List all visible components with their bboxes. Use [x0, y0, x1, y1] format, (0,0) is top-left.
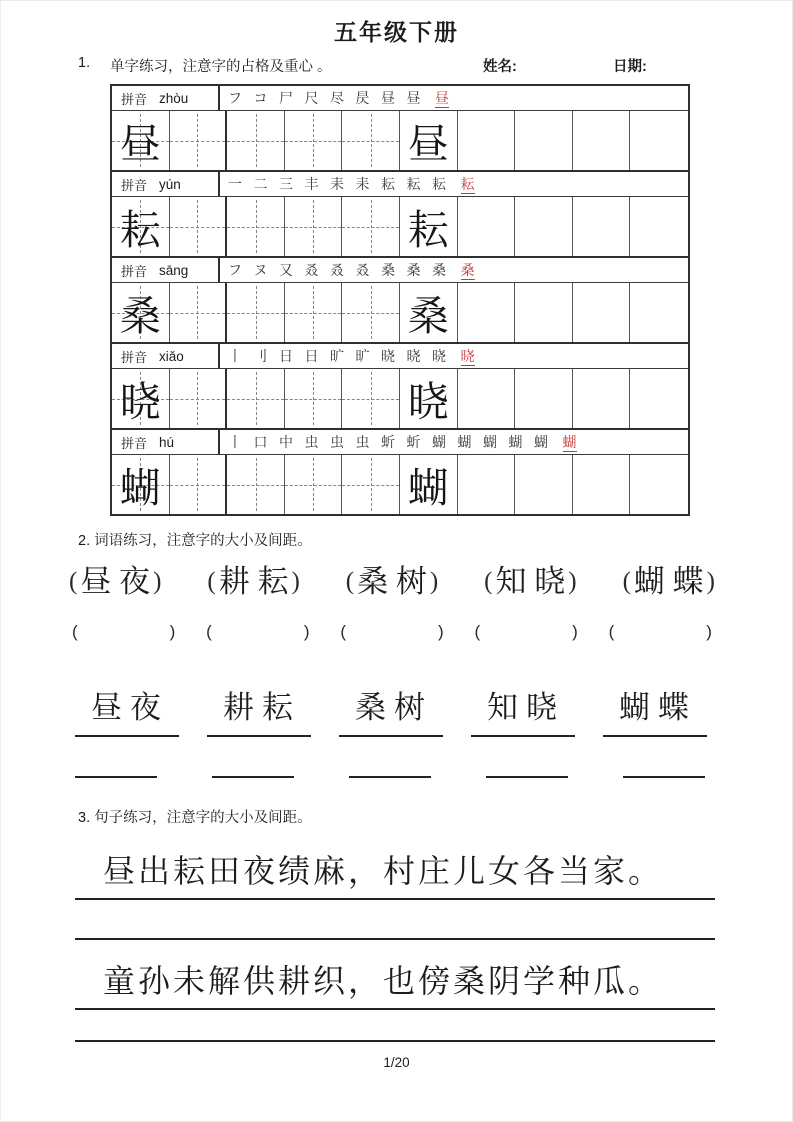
- pinyin-header: [112, 344, 688, 369]
- model-character: 蝴: [119, 465, 161, 511]
- practice-cell: [515, 283, 573, 342]
- stroke-final-character: 蝴: [562, 436, 577, 451]
- open-paren: (: [622, 568, 631, 595]
- word-group: [481, 556, 579, 601]
- close-paren: ): [303, 622, 310, 641]
- practice-cells-row: [112, 369, 688, 428]
- section1-title: 单字练习，注意字的占格及重心 。: [110, 59, 332, 75]
- close-paren: ): [568, 568, 577, 595]
- date-label: 日期:: [613, 59, 647, 75]
- pinyin-header: [112, 258, 688, 283]
- practice-cell: [630, 283, 688, 342]
- practice-cell: [458, 455, 516, 514]
- underlined-words-row: [75, 668, 707, 737]
- stroke-order-sequence: [220, 260, 688, 280]
- blank-underline: [212, 740, 294, 778]
- blank-paren-pair: [474, 622, 577, 642]
- open-paren: (: [206, 622, 212, 641]
- model-character: 蝴: [407, 465, 449, 511]
- underlined-word: 蝴蝶: [603, 668, 707, 737]
- practice-block-hu: [112, 430, 688, 514]
- stroke-order-sequence: [220, 432, 688, 452]
- practice-cell: [285, 455, 343, 514]
- practice-cell: [342, 455, 400, 514]
- word-group: [204, 556, 302, 601]
- practice-cell: [630, 369, 688, 428]
- close-paren: ): [706, 568, 715, 595]
- close-paren: ): [429, 568, 439, 595]
- practice-cell: [400, 197, 458, 256]
- model-character: 晓: [407, 379, 449, 425]
- close-paren: ): [153, 568, 162, 595]
- practice-cell: [285, 197, 343, 256]
- sentence-text: 童孙未解供耕织，也傍桑阴学种瓜。: [103, 963, 664, 999]
- stroke-steps: フ ヌ 又 叒 叒 叒 桑 桑 桑: [228, 264, 450, 279]
- pinyin-cell: [112, 430, 220, 454]
- sentence-example-2: [75, 956, 715, 1010]
- pinyin-value: zhòu: [159, 90, 189, 106]
- practice-cell: [573, 197, 631, 256]
- practice-cell: [400, 283, 458, 342]
- underlined-word: 昼夜: [75, 668, 179, 737]
- sentence-text: 昼出耘田夜绩麻，村庄儿女各当家。: [103, 853, 664, 889]
- close-paren: ): [572, 622, 578, 641]
- practice-cell: [170, 369, 228, 428]
- pinyin-label: 拼音: [121, 91, 148, 107]
- practice-cell: [112, 111, 170, 170]
- pinyin-label: 拼音: [121, 349, 148, 365]
- practice-cell: [515, 369, 573, 428]
- practice-cell: [112, 369, 170, 428]
- stroke-final-character: 耘: [460, 178, 475, 193]
- practice-cell: [227, 197, 285, 256]
- stroke-order-sequence: [220, 174, 688, 194]
- practice-cell: [112, 197, 170, 256]
- blank-underline: [349, 740, 431, 778]
- section3-title: 3. 句子练习，注意字的大小及间距。: [78, 810, 312, 826]
- model-character: 桑: [407, 293, 449, 339]
- stroke-steps: 丨 口 中 虫 虫 虫 蚚 蚚 蝴 蝴 蝴 蝴 蝴: [228, 436, 552, 451]
- stroke-steps: フ コ 尸 尺 尽 昃 昼 昼: [228, 92, 425, 107]
- practice-block-sang: [112, 258, 688, 344]
- open-paren: (: [484, 568, 493, 595]
- practice-cell: [515, 455, 573, 514]
- open-paren: (: [345, 568, 355, 595]
- underlined-word: 知晓: [471, 668, 575, 737]
- blank-underlines-row: [75, 740, 705, 778]
- pinyin-cell: [112, 86, 220, 110]
- practice-cell: [227, 111, 285, 170]
- open-paren: (: [340, 622, 346, 641]
- practice-cell: [342, 283, 400, 342]
- pinyin-value: sāng: [159, 262, 189, 278]
- word-text: 蝴 蝶: [633, 564, 704, 599]
- open-paren: (: [207, 568, 216, 595]
- blank-paren-pair: [206, 622, 309, 642]
- word-text: 昼 夜: [80, 564, 151, 599]
- close-paren: ): [291, 568, 300, 595]
- practice-cell: [630, 111, 688, 170]
- blank-underline: [486, 740, 568, 778]
- practice-cell: [573, 455, 631, 514]
- pinyin-header: [112, 172, 688, 197]
- word-group: [66, 556, 164, 601]
- word-group: [620, 556, 718, 601]
- pinyin-cell: [112, 344, 220, 368]
- stroke-order-sequence: [220, 346, 688, 366]
- practice-cell: [285, 283, 343, 342]
- practice-cell: [400, 455, 458, 514]
- close-paren: ): [437, 622, 444, 641]
- stroke-steps: 丨 刂 日 日 旷 旷 晓 晓 晓: [228, 350, 450, 365]
- practice-cell: [630, 455, 688, 514]
- name-label: 姓名:: [483, 59, 517, 75]
- practice-cell: [573, 111, 631, 170]
- model-character: 晓: [119, 379, 161, 425]
- pinyin-header: [112, 430, 688, 455]
- practice-cell: [458, 197, 516, 256]
- underlined-word: 桑树: [339, 668, 443, 737]
- practice-cell: [400, 369, 458, 428]
- practice-cell: [342, 197, 400, 256]
- blank-sentence-line: [75, 1040, 715, 1042]
- underlined-word: 耕耘: [207, 668, 311, 737]
- page-number: 1/20: [383, 1055, 410, 1070]
- close-paren: ): [706, 622, 712, 641]
- word-text: 桑 树: [357, 564, 427, 599]
- model-character: 桑: [119, 293, 161, 339]
- pinyin-cell: [112, 172, 220, 196]
- model-character: 耘: [407, 207, 449, 253]
- pinyin-value: hú: [159, 434, 175, 450]
- open-paren: (: [608, 622, 615, 641]
- stroke-order-sequence: [220, 88, 688, 108]
- blank-parens-row: [72, 622, 712, 642]
- practice-cell: [458, 369, 516, 428]
- practice-cell: [285, 369, 343, 428]
- stroke-final-character: 桑: [460, 264, 475, 279]
- practice-cell: [170, 197, 228, 256]
- practice-cell: [458, 111, 516, 170]
- model-character: 昼: [119, 121, 161, 167]
- practice-block-xiao: [112, 344, 688, 430]
- practice-cell: [112, 283, 170, 342]
- practice-cell: [170, 455, 228, 514]
- blank-underline: [75, 740, 157, 778]
- blank-paren-pair: [609, 622, 712, 642]
- pinyin-header: [112, 86, 688, 111]
- practice-cell: [515, 111, 573, 170]
- practice-cell: [227, 455, 285, 514]
- sentence-example-1: [75, 846, 715, 900]
- practice-cell: [573, 369, 631, 428]
- word-text: 知 晓: [495, 564, 566, 599]
- practice-block-yun: [112, 172, 688, 258]
- section2-title: 2. 词语练习，注意字的大小及间距。: [78, 533, 312, 549]
- pinyin-value: yún: [159, 176, 181, 192]
- practice-cell: [515, 197, 573, 256]
- practice-cells-row: [112, 455, 688, 514]
- practice-cell: [630, 197, 688, 256]
- practice-cell: [342, 111, 400, 170]
- pinyin-value: xiǎo: [159, 348, 184, 364]
- pinyin-label: 拼音: [121, 435, 148, 451]
- practice-cell: [400, 111, 458, 170]
- pinyin-label: 拼音: [121, 263, 148, 279]
- character-practice-table: [110, 84, 690, 516]
- open-paren: (: [69, 568, 78, 595]
- practice-cells-row: [112, 197, 688, 256]
- practice-cell: [170, 283, 228, 342]
- practice-cell: [285, 111, 343, 170]
- word-group: [343, 556, 441, 601]
- pinyin-cell: [112, 258, 220, 282]
- section1-number: 1.: [78, 55, 91, 71]
- open-paren: (: [474, 622, 481, 641]
- practice-cell: [112, 455, 170, 514]
- word-examples-row: [66, 556, 718, 601]
- stroke-steps: 一 二 三 丰 耒 耒 耘 耘 耘: [228, 178, 450, 193]
- blank-paren-pair: [72, 622, 175, 642]
- page-title: 五年级下册: [334, 19, 459, 45]
- word-text: 耕 耘: [218, 564, 289, 599]
- open-paren: (: [72, 622, 78, 641]
- practice-cell: [342, 369, 400, 428]
- pinyin-label: 拼音: [121, 177, 148, 193]
- practice-cell: [573, 283, 631, 342]
- close-paren: ): [169, 622, 176, 641]
- practice-cell: [227, 369, 285, 428]
- blank-sentence-line: [75, 938, 715, 940]
- practice-cell: [227, 283, 285, 342]
- practice-cell: [458, 283, 516, 342]
- model-character: 耘: [119, 207, 161, 253]
- stroke-final-character: 昼: [435, 92, 449, 107]
- stroke-final-character: 晓: [460, 350, 475, 365]
- practice-cells-row: [112, 283, 688, 342]
- blank-paren-pair: [340, 622, 443, 642]
- practice-cell: [170, 111, 228, 170]
- blank-underline: [623, 740, 705, 778]
- practice-block-zhou: [112, 86, 688, 172]
- model-character: 昼: [407, 121, 449, 167]
- practice-cells-row: [112, 111, 688, 170]
